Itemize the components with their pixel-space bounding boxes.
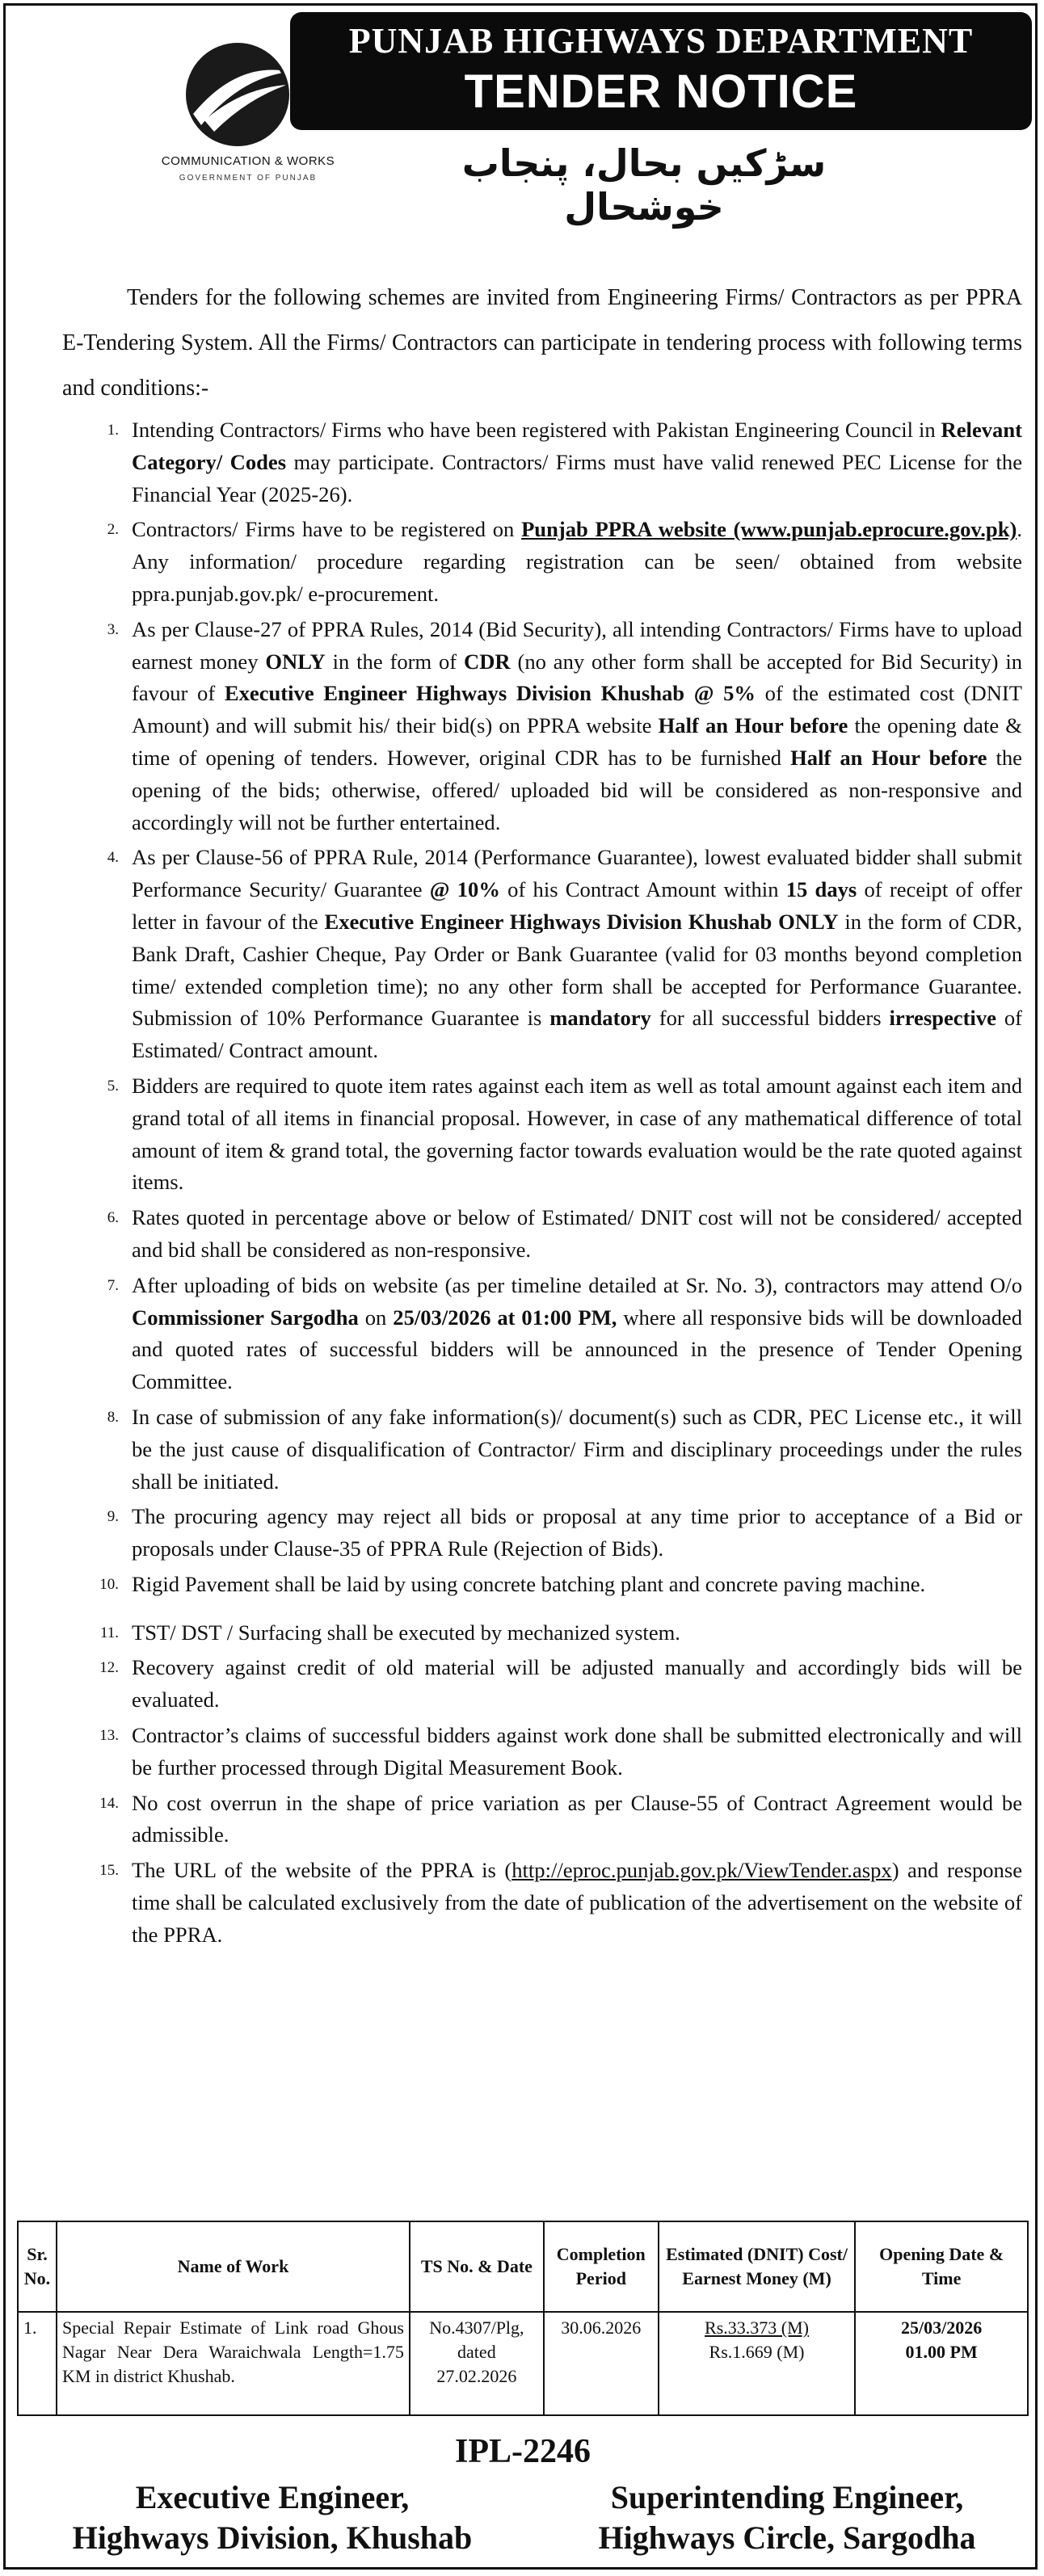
intro-paragraph: Tenders for the following schemes are invited from Engineering Firms/ Contractors as per PPRA E-Tendering System. All the Firms/ Contractors can participate in tendering process with following terms and conditions:- — [62, 285, 1022, 401]
term-number: 5. — [107, 1077, 119, 1095]
term-text: 15 days — [785, 877, 857, 902]
term-text: in the form of CDR, Bank Draft, Cashier Cheque, Pay Order or Bank Guarantee (valid for 03 months beyond completion time/ extended completion time); no any other form shall be accepted for Performance Guarantee. Submission of 10% Performance Guarantee is — [132, 909, 1022, 1031]
cell-ts-no-date: No.4307/Plg, dated 27.02.2026 — [410, 2312, 544, 2415]
term-text: Bidders are required to quote item rates against each item as well as total amount against each item and grand total of all items in financial proposal. However, in case of any mathematical difference of total amount of item & grand total, the governing factor towards evaluation would be the rate quoted against items. — [132, 1073, 1022, 1195]
term-number: 7. — [107, 1276, 119, 1294]
term-item — [62, 614, 1022, 839]
term-text: Rigid Pavement shall be laid by using concrete batching plant and concrete paving machine. — [132, 1571, 926, 1596]
term-text: As per Clause-56 of PPRA Rule, 2014 (Performance Guarantee), lowest evaluated bidder shall submit Performance Security/ Guarantee — [132, 845, 1022, 902]
header-sr-no: Sr. No. — [18, 2221, 57, 2312]
term-text: of receipt of offer letter in favour of the — [132, 877, 1023, 934]
opening-date: 25/03/2026 — [901, 2318, 983, 2338]
title-banner — [290, 12, 1032, 130]
term-item — [62, 1270, 1022, 1398]
term-text: where all responsive bids will be downloaded and quoted rates of successful bidders will be announced in the presence of Tender Opening Committee. — [132, 1305, 1022, 1394]
term-text: TST/ DST / Surfacing shall be executed by mechanized system. — [132, 1620, 680, 1645]
term-item — [62, 1720, 1022, 1784]
term-number: 4. — [107, 849, 119, 867]
term-item — [62, 1855, 1022, 1951]
term-text: 25/03/2026 at 01:00 PM, — [393, 1305, 617, 1330]
term-text: the opening date & time of opening of tenders. However, original CDR has to be furnished — [132, 713, 1022, 770]
table-header-row — [18, 2221, 1028, 2312]
terms-list — [62, 414, 1022, 1955]
term-text: Half an Hour before — [790, 745, 987, 770]
earnest-money-value: Rs.1.669 (M) — [709, 2342, 805, 2362]
term-item — [62, 514, 1022, 610]
term-text: Punjab PPRA website (www.punjab.eprocure.gov.pk) — [521, 517, 1017, 542]
term-text: As per Clause-27 of PPRA Rules, 2014 (Bid Security), all intending Contractors/ Firms have to upload earnest money — [132, 616, 1022, 674]
term-text: Executive Engineer Highways Division Khushab @ 5% — [224, 681, 756, 706]
term-number: 9. — [107, 1508, 119, 1526]
term-item — [62, 1569, 1022, 1601]
urdu-slogan: سڑکیں بحال، پنجاب خوشحال — [461, 141, 827, 229]
term-text: Contractors/ Firms have to be registered on — [132, 517, 522, 542]
signatory-title: Executive Engineer, — [135, 2479, 410, 2515]
signature-executive-engineer — [22, 2477, 523, 2558]
term-text: http://eproc.punjab.gov.pk/ViewTender.aspx — [511, 1858, 892, 1883]
cell-estimated-cost — [659, 2312, 856, 2415]
header-name-of-work: Name of Work — [57, 2221, 410, 2312]
table-row — [18, 2312, 1028, 2415]
cell-name-of-work: Special Repair Estimate of Link road Ghous Nagar Near Dera Waraichwala Length=1.75 KM in district Khushab. — [57, 2312, 410, 2415]
signatory-title: Superintending Engineer, — [610, 2479, 964, 2515]
opening-time: 01.00 PM — [905, 2342, 978, 2362]
department-name: PUNJAB HIGHWAYS DEPARTMENT — [348, 21, 974, 61]
term-text: . Any information/ procedure regarding registration can be seen/ obtained from website ppra.punjab.gov.pk/ e-procurement. — [132, 517, 1023, 606]
term-text: the opening of the bids; otherwise, offered/ uploaded bid will be considered as non-responsive and accordingly will not be further entertained. — [132, 745, 1022, 834]
term-text: The procuring agency may reject all bids or proposal at any time prior to acceptance of a Bid or proposals under Clause-35 of PPRA Rule (Rejection of Bids). — [132, 1504, 1022, 1561]
term-item — [62, 1070, 1022, 1199]
term-text: ONLY — [265, 649, 326, 674]
term-text: Half an Hour before — [658, 713, 848, 738]
term-item — [62, 842, 1022, 1067]
term-item — [62, 1652, 1022, 1717]
term-text: on — [358, 1305, 394, 1330]
term-text: may participate. Contractors/ Firms must have valid renewed PEC License for the Financial Year (2025-26). — [132, 449, 1022, 506]
term-text: Contractor’s claims of successful bidders against work done shall be submitted electronically and will be further processed through Digital Measurement Book. — [132, 1723, 1022, 1780]
term-text: of Estimated/ Contract amount. — [132, 1006, 1022, 1063]
term-text: Rates quoted in percentage above or below of Estimated/ DNIT cost will not be considered/ accepted and bid shall be considered as non-responsive. — [132, 1205, 1022, 1262]
term-text: Commissioner Sargodha — [132, 1305, 359, 1330]
signatory-office: Highways Circle, Sargodha — [598, 2519, 976, 2556]
term-text: After uploading of bids on website (as per timeline detailed at Sr. No. 3), contractors may attend O/o — [132, 1272, 1022, 1297]
term-number: 2. — [107, 521, 119, 539]
term-text: The URL of the website of the PPRA is ( — [132, 1858, 512, 1883]
term-text: of the estimated cost (DNIT Amount) and will submit his/ their bid(s) on PPRA website — [132, 681, 1022, 738]
header-estimated-cost: Estimated (DNIT) Cost/ Earnest Money (M) — [659, 2221, 856, 2312]
works-table — [17, 2221, 1029, 2416]
signatory-office: Highways Division, Khushab — [72, 2519, 473, 2556]
term-number: 13. — [99, 1727, 119, 1745]
term-item — [62, 1401, 1022, 1498]
cell-opening-date-time — [855, 2312, 1028, 2415]
term-number: 3. — [107, 620, 119, 638]
term-text: Relevant Category/ Codes — [132, 418, 1022, 474]
term-item — [62, 1617, 1022, 1649]
term-number: 10. — [99, 1575, 119, 1593]
term-number: 14. — [99, 1794, 119, 1812]
term-number: 8. — [107, 1408, 119, 1426]
ipl-number: IPL-2246 — [455, 2433, 591, 2470]
cell-completion-period: 30.06.2026 — [544, 2312, 659, 2415]
term-text: for all successful bidders — [650, 1006, 890, 1031]
term-text: Intending Contractors/ Firms who have been registered with Pakistan Engineering Council in — [132, 418, 941, 442]
term-number: 6. — [107, 1209, 119, 1227]
logo-caption: COMMUNICATION & WORKS — [161, 154, 335, 168]
logo-subcaption: GOVERNMENT OF PUNJAB — [179, 174, 318, 183]
signature-superintending-engineer — [541, 2477, 1033, 2558]
estimated-cost-value: Rs.33.373 (M) — [705, 2318, 809, 2338]
term-text: CDR — [464, 649, 511, 674]
notice-title: TENDER NOTICE — [464, 65, 858, 118]
term-text: No cost overrun in the shape of price variation as per Clause-55 of Contract Agreement would be admissible. — [132, 1790, 1022, 1847]
term-item — [62, 1202, 1022, 1267]
cell-sr-no: 1. — [18, 2312, 57, 2415]
term-text: irrespective — [889, 1006, 996, 1031]
term-item — [62, 414, 1022, 511]
term-text: @ 10% — [429, 877, 500, 902]
term-item — [62, 1788, 1022, 1852]
term-text: Recovery against credit of old material will be adjusted manually and accordingly bids will be evaluated. — [132, 1655, 1022, 1712]
header-ts-no-date: TS No. & Date — [410, 2221, 544, 2312]
term-text: ) and response time shall be calculated exclusively from the date of publication of the advertisement on the website of the PPRA. — [132, 1858, 1022, 1947]
term-number: 11. — [99, 1624, 119, 1641]
header-opening-date-time: Opening Date & Time — [855, 2221, 1028, 2312]
header-completion-period: Completion Period — [544, 2221, 659, 2312]
term-text: mandatory — [549, 1006, 651, 1031]
term-text: (no any other form shall be accepted for Bid Security) in favour of — [132, 649, 1023, 706]
term-number: 1. — [107, 422, 119, 439]
term-text: of his Contract Amount within — [499, 877, 786, 902]
term-number: 15. — [99, 1862, 119, 1880]
term-text: In case of submission of any fake information(s)/ document(s) such as CDR, PEC License etc., it will be the just cause of disqualification of Contractor/ Firm and disciplinary proceedings under the rules shall be initiated. — [132, 1404, 1022, 1494]
term-item — [62, 1501, 1022, 1565]
term-number: 12. — [99, 1659, 119, 1677]
term-text: Executive Engineer Highways Division Khushab ONLY — [324, 909, 839, 934]
tender-notice-page — [3, 3, 1038, 2570]
communication-works-emblem-icon — [177, 36, 298, 158]
term-text: in the form of — [325, 649, 465, 674]
